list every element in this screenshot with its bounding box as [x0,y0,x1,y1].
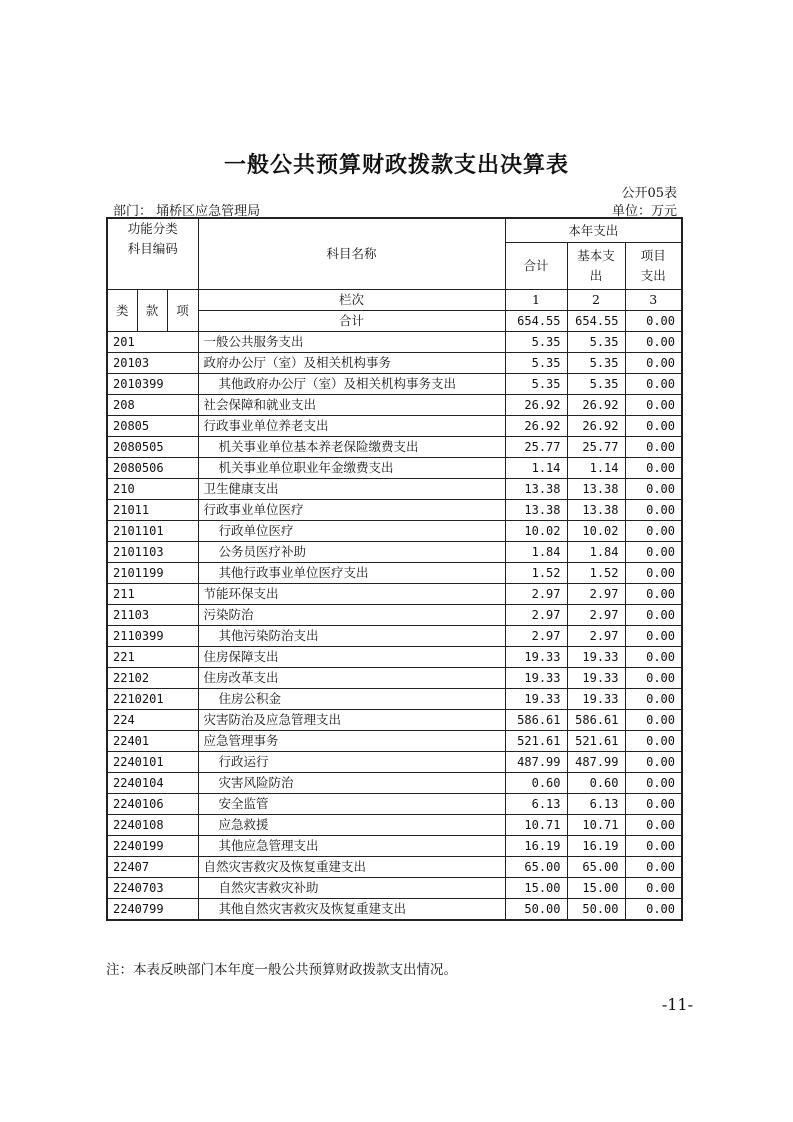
project-value: 0.00 [625,479,682,500]
table-row [107,458,682,479]
basic-value: 2.97 [567,584,625,605]
subject-code: 2010399 [107,374,198,395]
table-row [107,479,682,500]
basic-value: 25.77 [567,437,625,458]
department-label: 部门： 埇桥区应急管理局 [113,204,261,219]
unit-label: 单位：万元 [611,204,677,219]
table-row [107,563,682,584]
table-row [107,794,682,815]
total-value: 5.35 [505,332,567,353]
expenditure-table [106,217,683,921]
table-row [107,374,682,395]
subject-code: 2080506 [107,458,198,479]
total-value: 6.13 [505,794,567,815]
table-row [107,626,682,647]
basic-value: 586.61 [567,710,625,731]
subject-name: 其他自然灾害救灾及恢复重建支出 [198,899,505,921]
total-value: 19.33 [505,689,567,710]
project-value: 0.00 [625,542,682,563]
subject-name: 住房改革支出 [198,668,505,689]
kuan-header: 款 [137,290,167,332]
basic-value: 13.38 [567,500,625,521]
table-row [107,542,682,563]
table-row [107,689,682,710]
table-row [107,752,682,773]
col-number-2: 2 [567,290,625,311]
subject-name: 节能环保支出 [198,584,505,605]
subject-name: 政府办公厅（室）及相关机构事务 [198,353,505,374]
subject-code: 2110399 [107,626,198,647]
col-number-1: 1 [505,290,567,311]
basic-value: 2.97 [567,626,625,647]
total-value: 26.92 [505,395,567,416]
project-value: 0.00 [625,647,682,668]
subject-code: 21011 [107,500,198,521]
basic-value: 10.02 [567,521,625,542]
func-class-label: 功能分类 科目编码 [127,221,178,256]
basic-value: 1.84 [567,542,625,563]
subject-code: 20103 [107,353,198,374]
subject-name: 住房保障支出 [198,647,505,668]
total-value: 0.60 [505,773,567,794]
total-value: 50.00 [505,899,567,921]
subject-name: 行政事业单位养老支出 [198,416,505,437]
table-row [107,710,682,731]
subject-code: 201 [107,332,198,353]
project-value: 0.00 [625,731,682,752]
subject-code: 2101101 [107,521,198,542]
table-row [107,836,682,857]
project-value: 0.00 [625,836,682,857]
project-value: 0.00 [625,773,682,794]
project-value: 0.00 [625,668,682,689]
subject-name: 灾害风险防治 [198,773,505,794]
basic-value: 10.71 [567,815,625,836]
subject-code: 22102 [107,668,198,689]
table-row [107,878,682,899]
total-value: 19.33 [505,668,567,689]
lei-header: 类 [107,290,137,332]
table-row [107,647,682,668]
basic-value: 19.33 [567,668,625,689]
total-value: 25.77 [505,437,567,458]
subject-code: 21103 [107,605,198,626]
project-value: 0.00 [625,626,682,647]
table-row [107,668,682,689]
current-year-header: 本年支出 [505,218,682,243]
total-value: 19.33 [505,647,567,668]
table-row [107,857,682,878]
basic-value: 26.92 [567,395,625,416]
total-value: 10.71 [505,815,567,836]
subject-code: 2240199 [107,836,198,857]
subject-code: 2101199 [107,563,198,584]
subject-code: 2240703 [107,878,198,899]
subject-code: 221 [107,647,198,668]
project-value: 0.00 [625,878,682,899]
subject-name: 社会保障和就业支出 [198,395,505,416]
project-value: 0.00 [625,416,682,437]
subject-code: 2210201 [107,689,198,710]
total-value: 1.84 [505,542,567,563]
table-row [107,500,682,521]
basic-value: 1.52 [567,563,625,584]
sum-project: 0.00 [625,311,682,332]
form-number: 公开05表 [621,186,677,201]
subject-code: 2240799 [107,899,198,921]
table-row [107,584,682,605]
table-row [107,437,682,458]
project-value: 0.00 [625,332,682,353]
table-row [107,815,682,836]
total-value: 13.38 [505,500,567,521]
table-row [107,416,682,437]
subject-name: 住房公积金 [198,689,505,710]
project-value: 0.00 [625,500,682,521]
project-value: 0.00 [625,563,682,584]
table-row [107,332,682,353]
project-value: 0.00 [625,584,682,605]
page-number: -11- [661,995,693,1014]
project-value: 0.00 [625,815,682,836]
project-value: 0.00 [625,794,682,815]
col-number-3: 3 [625,290,682,311]
basic-value: 26.92 [567,416,625,437]
subject-code: 2240101 [107,752,198,773]
subject-name: 自然灾害救灾及恢复重建支出 [198,857,505,878]
subject-name: 自然灾害救灾补助 [198,878,505,899]
subject-code: 2080505 [107,437,198,458]
sum-total: 654.55 [505,311,567,332]
subject-name: 其他应急管理支出 [198,836,505,857]
project-value: 0.00 [625,752,682,773]
basic-value: 5.35 [567,353,625,374]
total-value: 16.19 [505,836,567,857]
lanci-label: 栏次 [198,290,505,311]
total-value: 15.00 [505,878,567,899]
subject-name: 灾害防治及应急管理支出 [198,710,505,731]
project-value: 0.00 [625,899,682,921]
subject-name: 其他污染防治支出 [198,626,505,647]
basic-value: 1.14 [567,458,625,479]
subject-name: 应急管理事务 [198,731,505,752]
total-value: 487.99 [505,752,567,773]
project-value: 0.00 [625,710,682,731]
project-value: 0.00 [625,374,682,395]
basic-value: 5.35 [567,374,625,395]
project-value: 0.00 [625,395,682,416]
basic-value: 65.00 [567,857,625,878]
subject-name: 行政单位医疗 [198,521,505,542]
table-row [107,353,682,374]
basic-value: 50.00 [567,899,625,921]
table-row [107,899,682,921]
basic-value: 19.33 [567,647,625,668]
subject-name: 卫生健康支出 [198,479,505,500]
total-value: 1.52 [505,563,567,584]
table-row [107,605,682,626]
total-value: 13.38 [505,479,567,500]
subject-code: 2240104 [107,773,198,794]
subject-name: 其他行政事业单位医疗支出 [198,563,505,584]
project-value: 0.00 [625,353,682,374]
total-value: 26.92 [505,416,567,437]
footnote: 注：本表反映部门本年度一般公共预算财政拨款支出情况。 [106,962,457,978]
subject-code: 22407 [107,857,198,878]
sum-basic: 654.55 [567,311,625,332]
subject-code: 22401 [107,731,198,752]
basic-header: 基本支 出 [567,243,625,290]
subject-name: 污染防治 [198,605,505,626]
basic-value: 13.38 [567,479,625,500]
subject-name: 机关事业单位基本养老保险缴费支出 [198,437,505,458]
project-value: 0.00 [625,857,682,878]
basic-value: 521.61 [567,731,625,752]
subject-code: 20805 [107,416,198,437]
subject-code: 2240108 [107,815,198,836]
subject-code: 224 [107,710,198,731]
total-value: 2.97 [505,605,567,626]
func-class-header [107,218,198,290]
subject-name: 其他政府办公厅（室）及相关机构事务支出 [198,374,505,395]
table-row [107,731,682,752]
subject-name: 一般公共服务支出 [198,332,505,353]
basic-value: 487.99 [567,752,625,773]
subject-name: 应急救援 [198,815,505,836]
total-value: 521.61 [505,731,567,752]
table-row [107,773,682,794]
subject-name: 行政运行 [198,752,505,773]
total-value: 65.00 [505,857,567,878]
total-value: 2.97 [505,626,567,647]
project-value: 0.00 [625,437,682,458]
basic-value: 15.00 [567,878,625,899]
project-value: 0.00 [625,521,682,542]
subject-code: 2101103 [107,542,198,563]
basic-value: 19.33 [567,689,625,710]
subject-code: 211 [107,584,198,605]
total-value: 10.02 [505,521,567,542]
total-value: 586.61 [505,710,567,731]
subject-name: 行政事业单位医疗 [198,500,505,521]
table-row [107,395,682,416]
subject-code: 2240106 [107,794,198,815]
total-value: 5.35 [505,353,567,374]
total-value: 2.97 [505,584,567,605]
subject-name: 公务员医疗补助 [198,542,505,563]
basic-value: 6.13 [567,794,625,815]
project-value: 0.00 [625,605,682,626]
basic-value: 5.35 [567,332,625,353]
total-value: 5.35 [505,374,567,395]
basic-value: 0.60 [567,773,625,794]
table-row [107,521,682,542]
subject-code: 208 [107,395,198,416]
subject-name: 安全监管 [198,794,505,815]
total-value: 1.14 [505,458,567,479]
basic-value: 16.19 [567,836,625,857]
xiang-header: 项 [167,290,198,332]
total-header: 合计 [505,243,567,290]
page-title: 一般公共预算财政拨款支出决算表 [223,152,569,178]
subject-code: 210 [107,479,198,500]
sum-label: 合计 [198,311,505,332]
subject-name: 机关事业单位职业年金缴费支出 [198,458,505,479]
project-value: 0.00 [625,458,682,479]
project-value: 0.00 [625,689,682,710]
basic-value: 2.97 [567,605,625,626]
subject-name-header: 科目名称 [198,218,505,290]
project-header: 项目 支出 [625,243,682,290]
